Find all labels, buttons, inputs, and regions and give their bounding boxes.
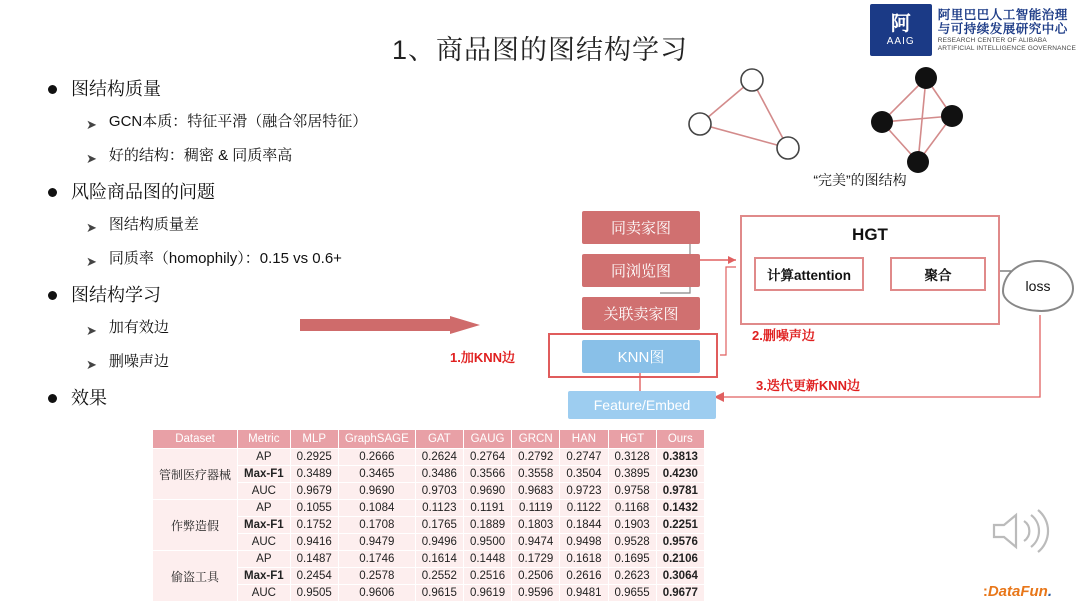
cell-value: 0.9479 [338,534,415,551]
cell-value: 0.1889 [463,517,511,534]
step-3-label: 3.迭代更新KNN边 [756,378,861,393]
cell-value: 0.2792 [512,449,560,466]
step-2-label: 2.删噪声边 [752,328,815,343]
cell-value: 0.2506 [512,568,560,585]
sub-bullet-label: 同质率（homophily）：0.15 vs 0.6+ [108,250,342,267]
bullet-item [40,385,560,411]
col-gat: GAT [415,430,463,449]
cell-metric: AUC [238,534,291,551]
speaker-icon[interactable] [988,507,1052,560]
col-graphsage: GraphSAGE [338,430,415,449]
cell-value: 0.9683 [512,483,560,500]
cell-value: 0.1708 [338,517,415,534]
cell-metric: AUC [238,483,291,500]
cell-value: 0.1487 [290,551,338,568]
sub-bullet-item [86,145,560,167]
cell-value: 0.1123 [415,500,463,517]
cell-value: 0.9690 [338,483,415,500]
col-hgt: HGT [608,430,656,449]
pipeline-box-related-seller-graph[interactable]: 关联卖家图 [582,297,700,330]
logo-line-2: 与可持续发展研究中心 [937,22,1068,37]
cell-value-ours: 0.3813 [656,449,704,466]
cell-value: 0.9500 [463,534,511,551]
cell-value-ours: 0.2251 [656,517,704,534]
col-metric: Metric [238,430,291,449]
cell-value-ours: 0.9781 [656,483,704,500]
cell-value: 0.9498 [560,534,608,551]
bullet-dot-icon [48,291,57,300]
datafun-logo [983,583,1052,600]
loss-node: loss [1002,260,1074,312]
cell-value: 0.9606 [338,585,415,602]
cell-value: 0.1055 [290,500,338,517]
bullet-dot-icon [48,188,57,197]
cell-value: 0.2666 [338,449,415,466]
sub-bullet-label: 图结构质量差 [108,216,199,233]
table-row [153,551,705,568]
datafun-suffix: . [1047,583,1052,600]
sub-bullet-item [86,248,560,270]
cell-value: 0.1119 [512,500,560,517]
cell-value: 0.2578 [338,568,415,585]
cell-value: 0.2624 [415,449,463,466]
cell-value: 0.3489 [290,466,338,483]
logo-line-1: 阿里巴巴人工智能治理 [937,7,1068,22]
cell-value: 0.2454 [290,568,338,585]
bullet-item [40,282,560,308]
col-ours: Ours [656,430,704,449]
big-arrow-icon [300,316,480,334]
cell-dataset: 偷盗工具 [153,551,238,602]
cell-value: 0.9474 [512,534,560,551]
cell-metric: AUC [238,585,291,602]
cell-value: 0.3504 [560,466,608,483]
col-dataset: Dataset [153,430,238,449]
bullet-list [40,76,560,420]
sub-bullet-label: 加有效边 [108,319,169,336]
cell-metric: AP [238,449,291,466]
cell-value-ours: 0.3064 [656,568,704,585]
col-grcn: GRCN [512,430,560,449]
cell-value: 0.9416 [290,534,338,551]
cell-metric: AP [238,551,291,568]
cell-value: 0.1803 [512,517,560,534]
pipeline-box-knn-graph[interactable]: KNN图 [582,340,700,373]
chevron-right-icon: ➤ [86,323,97,338]
cell-value: 0.1614 [415,551,463,568]
logo-abbr: AAIG [886,35,915,47]
cell-value: 0.2516 [463,568,511,585]
sub-bullet-label: 删噪声边 [108,353,169,370]
pipeline-box-seller-graph[interactable]: 同卖家图 [582,211,700,244]
cell-value-ours: 0.1432 [656,500,704,517]
cell-value: 0.2616 [560,568,608,585]
cell-value: 0.1844 [560,517,608,534]
hgt-panel [740,215,1000,325]
sub-bullet-label: GCN本质：特征平滑（融合邻居特征） [108,113,368,130]
cell-value: 0.1746 [338,551,415,568]
sub-bullet-label: 好的结构：稠密 & 同质率高 [108,147,293,164]
bullet-label: 风险商品图的问题 [71,182,215,202]
cell-value: 0.1084 [338,500,415,517]
cell-value: 0.3895 [608,466,656,483]
bullet-item [40,76,560,102]
results-table [152,429,705,602]
cell-value: 0.1903 [608,517,656,534]
cell-value: 0.2764 [463,449,511,466]
cell-value: 0.3128 [608,449,656,466]
chevron-right-icon: ➤ [86,220,97,235]
pipeline-box-feature-embed[interactable]: Feature/Embed [568,391,716,419]
cell-value: 0.1191 [463,500,511,517]
hgt-aggregate-box[interactable]: 聚合 [890,257,986,291]
table-header-row [153,430,705,449]
hgt-title: HGT [852,225,888,244]
cell-value: 0.3465 [338,466,415,483]
graph-caption: “完美”的图结构 [813,172,907,188]
cell-value: 0.2747 [560,449,608,466]
bullet-label: 图结构学习 [71,285,161,305]
cell-value: 0.9690 [463,483,511,500]
logo-line-3: RESEARCH CENTER OF ALIBABA [937,37,1047,45]
col-mlp: MLP [290,430,338,449]
cell-value-ours: 0.9576 [656,534,704,551]
cell-value: 0.2623 [608,568,656,585]
cell-value-ours: 0.4230 [656,466,704,483]
cell-metric: Max-F1 [238,568,291,585]
cell-metric: Max-F1 [238,466,291,483]
step-1-label: 1.加KNN边 [450,350,516,365]
pipeline-diagram [450,205,1080,420]
datafun-dot: : [982,583,988,600]
bullet-dot-icon [48,85,57,94]
cell-value: 0.9703 [415,483,463,500]
table-row [153,449,705,466]
bullet-dot-icon [48,394,57,403]
bullet-item [40,179,560,205]
cell-value: 0.9496 [415,534,463,551]
cell-value: 0.1765 [415,517,463,534]
cell-value: 0.9615 [415,585,463,602]
logo-glyph: 阿 [890,12,911,35]
cell-value: 0.3566 [463,466,511,483]
cell-value: 0.3486 [415,466,463,483]
cell-metric: Max-F1 [238,517,291,534]
logo-line-4: ARTIFICIAL INTELLIGENCE GOVERNANCE [937,44,1076,52]
chevron-right-icon: ➤ [86,357,97,372]
chevron-right-icon: ➤ [86,254,97,269]
cell-value: 0.1729 [512,551,560,568]
cell-value: 0.9679 [290,483,338,500]
cell-value: 0.1122 [560,500,608,517]
cell-value: 0.9723 [560,483,608,500]
cell-metric: AP [238,500,291,517]
cell-value: 0.9758 [608,483,656,500]
cell-value: 0.9596 [512,585,560,602]
cell-value: 0.9655 [608,585,656,602]
col-gaug: GAUG [463,430,511,449]
cell-dataset: 作弊造假 [153,500,238,551]
cell-value: 0.1448 [463,551,511,568]
chevron-right-icon: ➤ [86,151,97,166]
cell-dataset: 管制医疗器械 [153,449,238,500]
sub-bullet-item [86,111,560,133]
cell-value: 0.2552 [415,568,463,585]
cell-value: 0.1695 [608,551,656,568]
sub-bullet-item [86,214,560,236]
cell-value: 0.3558 [512,466,560,483]
cell-value: 0.2925 [290,449,338,466]
cell-value: 0.9619 [463,585,511,602]
col-han: HAN [560,430,608,449]
cell-value-ours: 0.2106 [656,551,704,568]
cell-value: 0.1168 [608,500,656,517]
bullet-label: 效果 [71,388,107,408]
cell-value: 0.1618 [560,551,608,568]
pipeline-box-browse-graph[interactable]: 同浏览图 [582,254,700,287]
cell-value: 0.9481 [560,585,608,602]
page-title: 1、商品图的图结构学习 [391,35,689,65]
datafun-name: DataFun [987,583,1048,600]
bullet-label: 图结构质量 [71,79,161,99]
cell-value: 0.9505 [290,585,338,602]
cell-value: 0.1752 [290,517,338,534]
chevron-right-icon: ➤ [86,117,97,132]
hgt-attention-box[interactable]: 计算attention [754,257,864,291]
cell-value: 0.9528 [608,534,656,551]
cell-value-ours: 0.9677 [656,585,704,602]
table-row [153,500,705,517]
